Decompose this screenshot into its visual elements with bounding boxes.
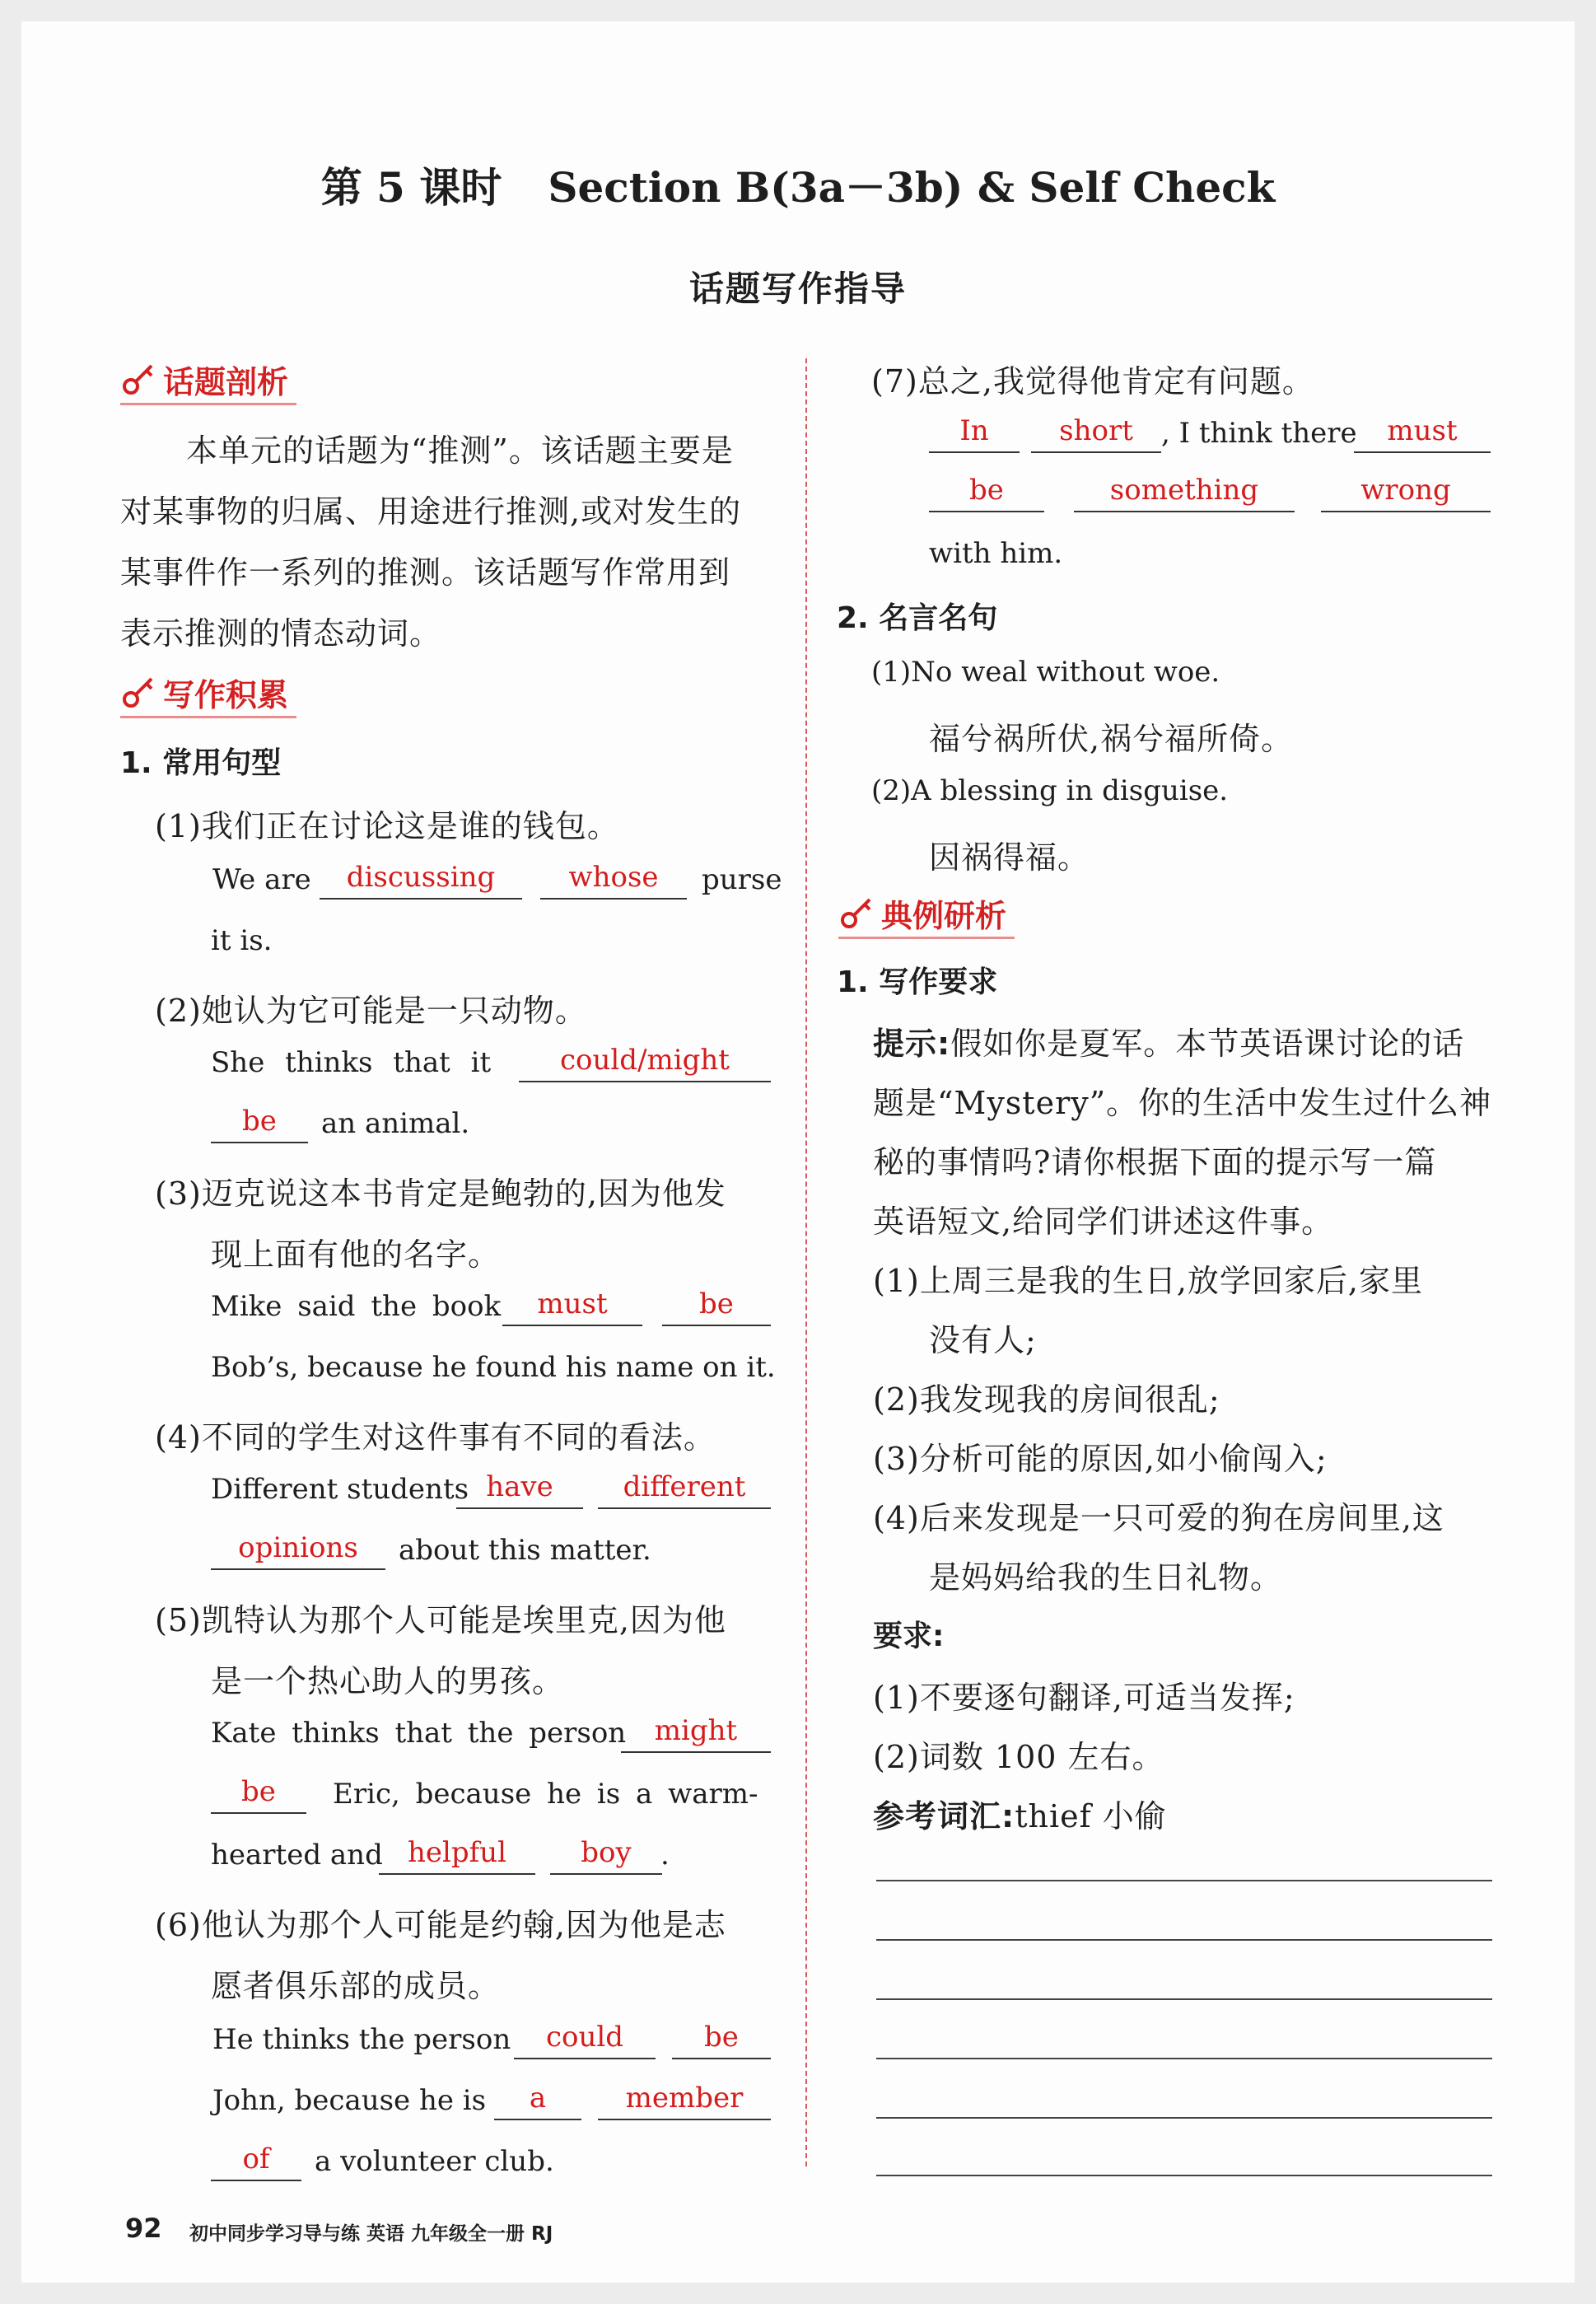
sentence-en: John, because he is <box>212 2084 487 2117</box>
prompt-point: 是妈妈给我的生日礼物。 <box>929 1559 1283 1596</box>
answer-blank[interactable]: be <box>211 1105 308 1143</box>
section-example-analysis: 典例研析 <box>838 891 1006 934</box>
sentence-en: it is. <box>211 924 273 957</box>
sentence-en: , I think there <box>1161 417 1357 450</box>
answer-blank[interactable]: whose <box>540 862 687 900</box>
sentence-en: an animal. <box>321 1107 470 1140</box>
prompt-point: (3)分析可能的原因,如小偷闯入; <box>873 1441 1328 1477</box>
answer-blank[interactable]: a <box>494 2082 581 2120</box>
page-number: 92 <box>125 2213 162 2244</box>
prompt-point: 没有人; <box>929 1322 1037 1358</box>
sentence-cn: 现上面有他的名字。 <box>211 1236 501 1273</box>
writing-line[interactable] <box>876 2175 1492 2176</box>
section-topic-analysis: 话题剖析 <box>120 358 288 400</box>
writing-line[interactable] <box>876 1939 1492 1941</box>
answer-blank[interactable]: be <box>662 1288 771 1326</box>
sentence-en: Mike said the book <box>211 1290 502 1323</box>
writing-line[interactable] <box>876 2058 1492 2059</box>
answer-blank[interactable]: could/might <box>519 1045 771 1082</box>
answer-blank[interactable]: wrong <box>1321 474 1491 512</box>
answer-blank[interactable]: might <box>621 1715 771 1753</box>
sentence-en: She thinks that it <box>211 1046 492 1079</box>
answer-blank[interactable]: be <box>672 2021 771 2059</box>
writing-line[interactable] <box>876 1880 1492 1881</box>
sentence-en: hearted and <box>211 1839 383 1872</box>
subheading-proverbs: 2. 名言名句 <box>837 601 998 635</box>
proverb-en: (2)A blessing in disguise. <box>871 774 1229 807</box>
answer-blank[interactable]: boy <box>550 1837 662 1875</box>
key-icon <box>838 894 876 932</box>
answer-blank[interactable]: different <box>598 1471 771 1509</box>
sentence-en: . <box>660 1839 670 1872</box>
requirement: (1)不要逐句翻译,可适当发挥; <box>873 1680 1295 1716</box>
answer-blank[interactable]: be <box>211 1776 306 1814</box>
answer-blank[interactable]: In <box>929 415 1020 453</box>
sentence-en: with him. <box>929 537 1063 570</box>
answer-blank[interactable]: must <box>502 1288 642 1326</box>
sentence-cn: (7)总之,我觉得他肯定有问题。 <box>871 363 1314 400</box>
topic-line: 本单元的话题为“推测”。该话题主要是 <box>186 432 734 469</box>
writing-line[interactable] <box>876 1998 1492 2000</box>
answer-blank[interactable]: member <box>598 2082 771 2120</box>
topic-line: 某事件作一系列的推测。该话题写作常用到 <box>120 554 731 591</box>
answer-blank[interactable]: short <box>1031 415 1161 453</box>
prompt-point: (2)我发现我的房间很乱; <box>873 1381 1220 1418</box>
sentence-cn: (1)我们正在讨论这是谁的钱包。 <box>155 808 619 844</box>
prompt-point: (4)后来发现是一只可爱的狗在房间里,这 <box>873 1500 1444 1536</box>
requirement: (2)词数 100 左右。 <box>873 1739 1164 1775</box>
answer-blank[interactable]: be <box>929 474 1044 512</box>
page-title: 第 5 课时 Section B(3a－3b) & Self Check <box>320 163 1276 212</box>
prompt-point: (1)上周三是我的生日,放学回家后,家里 <box>873 1263 1423 1299</box>
proverb-cn: 福兮祸所伏,祸兮福所倚。 <box>929 721 1294 757</box>
subheading-writing-requirements: 1. 写作要求 <box>837 965 998 999</box>
topic-line: 表示推测的情态动词。 <box>120 615 442 652</box>
sentence-en: Kate thinks that the person <box>211 1717 627 1750</box>
sentence-cn: (2)她认为它可能是一只动物。 <box>155 993 587 1029</box>
sentence-en: purse <box>702 863 782 896</box>
section-writing-accumulation: 写作积累 <box>120 671 288 713</box>
tip-line: 秘的事情吗?请你根据下面的提示写一篇 <box>873 1144 1437 1180</box>
sentence-en: We are <box>212 863 311 896</box>
writing-line[interactable] <box>876 2117 1492 2119</box>
sentence-cn: 是一个热心助人的男孩。 <box>211 1663 565 1699</box>
tip-line: 英语短文,给同学们讲述这件事。 <box>873 1203 1334 1240</box>
answer-blank[interactable]: have <box>456 1471 583 1509</box>
proverb-en: (1)No weal without woe. <box>871 656 1220 689</box>
answer-blank[interactable]: helpful <box>379 1837 535 1875</box>
key-icon <box>120 673 158 711</box>
answer-blank[interactable]: something <box>1074 474 1295 512</box>
tip-line: 题是“Mystery”。你的生活中发生过什么神 <box>873 1085 1492 1121</box>
answer-blank[interactable]: of <box>211 2143 301 2181</box>
page-subtitle: 话题写作指导 <box>688 269 907 309</box>
tip-line: 提示:假如你是夏军。本节英语课讨论的话 <box>873 1026 1465 1062</box>
sentence-en: He thinks the person <box>212 2023 511 2056</box>
sentence-en: Eric, because he is a warm- <box>333 1778 758 1811</box>
topic-line: 对某事物的归属、用途进行推测,或对发生的 <box>120 493 742 530</box>
answer-blank[interactable]: could <box>514 2021 656 2059</box>
answer-blank[interactable]: opinions <box>211 1532 385 1570</box>
vocab-line: 参考词汇:thief 小偷 <box>873 1798 1167 1834</box>
sentence-cn: (3)迈克说这本书肯定是鲍勃的,因为他发 <box>155 1175 726 1212</box>
sentence-en: a volunteer club. <box>315 2145 554 2178</box>
answer-blank[interactable]: must <box>1354 415 1491 453</box>
sentence-en: Bob’s, because he found his name on it. <box>211 1351 776 1384</box>
proverb-cn: 因祸得福。 <box>929 839 1090 876</box>
sentence-cn: (6)他认为那个人可能是约翰,因为他是志 <box>155 1907 726 1943</box>
sentence-en: about this matter. <box>399 1534 651 1567</box>
requirements-label: 要求: <box>873 1619 945 1653</box>
sentence-cn: 愿者俱乐部的成员。 <box>211 1968 501 2004</box>
sentence-en: Different students <box>211 1473 469 1506</box>
key-icon <box>120 360 158 398</box>
subheading-sentence-patterns: 1. 常用句型 <box>120 746 282 780</box>
book-title: 初中同步学习导与练 英语 九年级全一册 RJ <box>189 2223 553 2245</box>
sentence-cn: (5)凯特认为那个人可能是埃里克,因为他 <box>155 1602 726 1638</box>
column-divider <box>805 358 807 2166</box>
answer-blank[interactable]: discussing <box>320 862 522 900</box>
sentence-cn: (4)不同的学生对这件事有不同的看法。 <box>155 1419 716 1456</box>
